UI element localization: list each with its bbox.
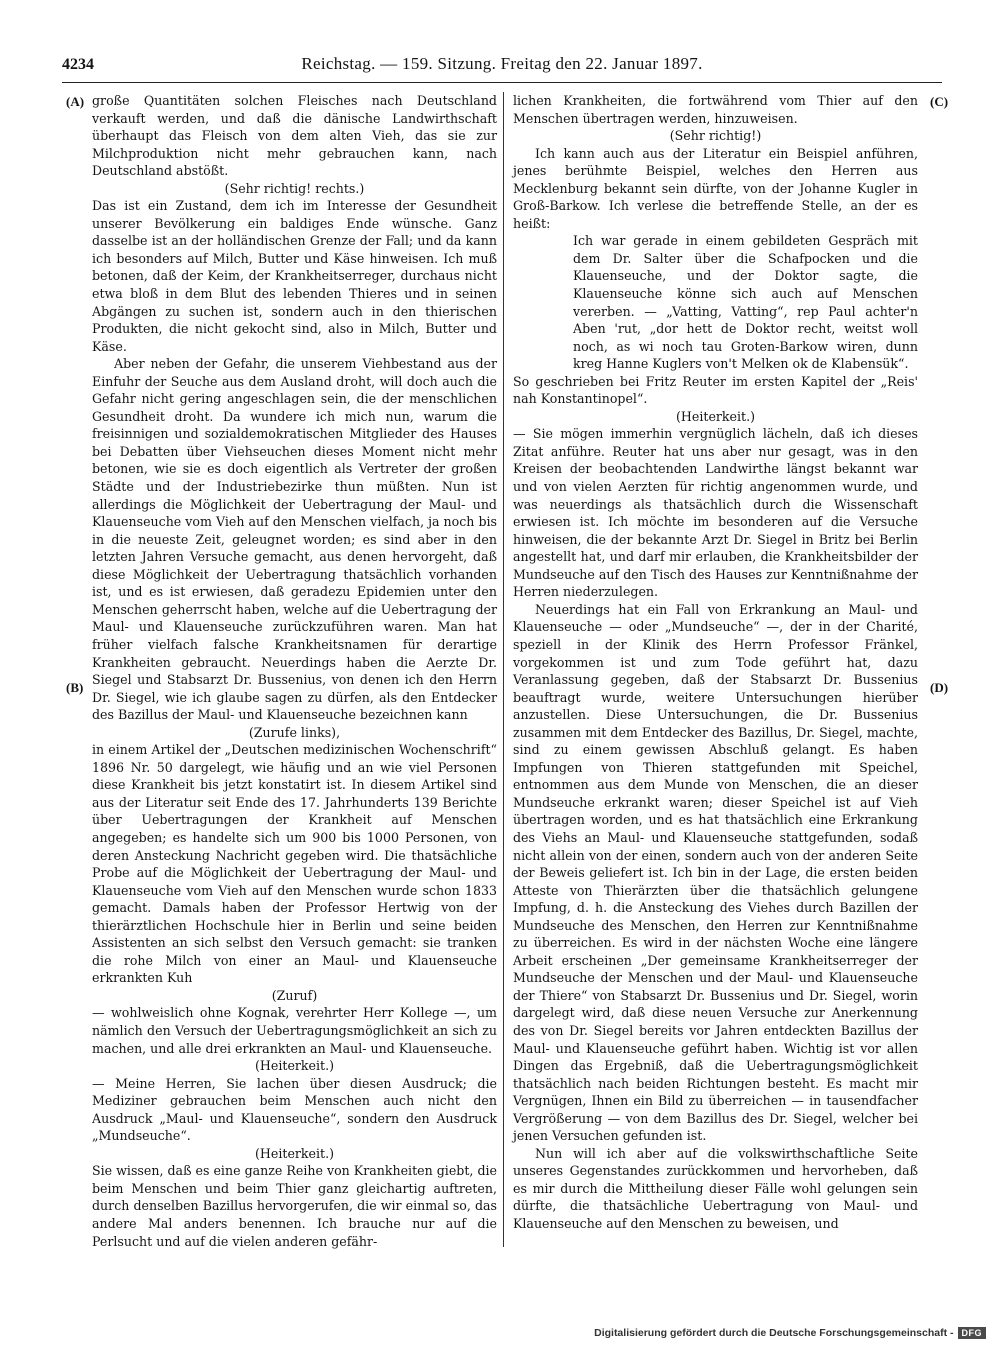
paragraph: in einem Artikel der „Deutschen medizinischen Wochenschrift“ 1896 Nr. 50 dargelegt, wie häufig und an wie viel Personen diese Krankheit bis jetzt konstatirt ist. In diesem Artikel sind aus der Literatur seit Ende des 17. Jahrhunderts 139 Berichte über Uebertragungen der Krankheit auf Menschen angegeben; es handelte sich um 900 bis 1000 Personen, von deren Ansteckung Nachricht gegeben wird. Die thatsächliche Probe auf die Möglichkeit der Uebertragung der Maul- und Klauenseuche vom Vieh auf den Menschen wurde schon 1833 gemacht. Damals haben der Professor Hertwig von der thierärztlichen Hochschule hier in Berlin und seine beiden Assistenten an sich selbst den Versuch gemacht: sie tranken die rohe Milch von einer an Maul- und Klauenseuche erkrankten Kuh [92,742,497,986]
paragraph: Sie wissen, daß es eine ganze Reihe von Krankheiten giebt, die beim Menschen und beim Thier ganz gleichartig auftreten, durch denselben Bazillus hervorgerufen, die wir einmal so, das andere Mal anders benennen. Ich brauche nur auf die Perlsucht und auf die vielen anderen gefähr- [92,1163,497,1249]
interjection: (Zuruf) [271,987,318,1003]
paragraph: Aber neben der Gefahr, die unserem Viehbestand aus der Einfuhr der Seuche aus dem Ausland droht, will doch auch die Gefahr nicht gering angeschlagen sein, die der menschlichen Gesundheit droht. Da wundere ich mich nun, warum die freisinnigen und sozialdemokratischen Mitglieder des Hauses bei Debatten über Viehseuchen dieses Moment nicht mehr betonen, wie sie es doch eigentlich als Vertreter der großen Städte und der Industriebezirke thun müßten. Nun ist allerdings die Möglichkeit der Uebertragung der Maul- und Klauenseuche vom Vieh auf den Menschen vielfach, ja noch bis in die neueste Zeit, geleugnet worden; es sind aber in den letzten Jahren Versuche gemacht, aus denen hervorgeht, daß diese Möglichkeit der Uebertragung thatsächlich vorhanden ist, und es ist erwiesen, daß geradezu Epidemien unter den Menschen geherrscht haben, welche auf die Uebertragung der Maul- und Klauenseuche zurückzuführen waren. Man hat früher vielfach falsche Krankheitsnamen für derartige Krankheiten gebraucht. Neuerdings haben die Aerzte Dr. Siegel und Stabsarzt Dr. Bussenius, von denen ich den Herrn Dr. Siegel, wie ich glaube sagen zu dürfen, als den Entdecker des Bazillus der Maul- und Klauenseuche bezeichnen kann [92,356,497,723]
credit-text: Digitalisierung gefördert durch die Deutsche Forschungsgemeinschaft - [594,1327,954,1339]
margin-mark-c: (C) [930,94,949,109]
left-column [92,92,497,1250]
paragraph: — Meine Herren, Sie lachen über diesen Ausdruck; die Mediziner gebrauchen beim Menschen auch nicht den Ausdruck „Maul- und Klauenseuche“, sondern den Ausdruck „Mundseuche“. [92,1075,497,1144]
digitization-credit [594,1327,986,1339]
margin-mark-b: (B) [66,680,84,695]
paragraph: Neuerdings hat ein Fall von Erkrankung an Maul- und Klauenseuche — oder „Mundseuche“ —, der in der Charité, speziell in der Klinik des Herrn Professor Fränkel, vorgekommen ist und zum Tode geführt hat, dazu Veranlassung gegeben, daß der Stabsarzt Dr. Bussenius beauftragt wurde, weitere Untersuchungen hierüber anzustellen. Diese Untersuchungen, die Dr. Bussenius zusammen mit dem Entdecker des Bazillus, Dr. Siegel, machte, sind zu einem gewissen Abschluß gelangt. Es haben Impfungen von Thieren stattgefunden mit Speichel, entnommen aus dem Munde von Menschen, die an dieser Mundseuche erkrankt waren; dieser Speichel ist auf Vieh übertragen worden, und es hat thatsächlich eine Erkrankung des Viehs an Maul- und Klauenseuche stattgefunden, sodaß nicht allein von der einen, sondern auch von der anderen Seite der Beweis geliefert ist. Ich bin in der Lage, die ersten beiden Atteste von Thierärzten über die thatsächlich gelungene Impfung, d. h. die Ansteckung des Viehes durch Bazillen der Mundseuche des Menschen, den Herren zur Kenntnißnahme zu überreichen. Es wird in der nächsten Woche eine längere Arbeit erscheinen „Der gemeinsame Krankheitserreger der Mundseuche der Menschen und der Maul- und Klauenseuche der Thiere“ von Stabsarzt Dr. Bussenius und Dr. Siegel, worin dargelegt wird, daß diese neuen Versuche zur Anerkennung des von Dr. Siegel bereits vor Jahren entdeckten Bazillus der Maul- und Klauenseuche geführt haben. Wichtig ist vor allen Dingen das Ergebniß, daß die Uebertragungsmöglichkeit thatsächlich nach beiden Richtungen besteht. Es macht mir Vergnügen, Ihnen ein Bild zu überreichen — in tausendfacher Vergrößerung — von dem Bazillus des Dr. Siegel, welcher bei jenen Versuchen gefunden ist. [513,601,918,1144]
running-head: Reichstag. — 159. Sitzung. Freitag den 22. Januar 1897. [301,54,703,73]
interjection: (Zurufe links), [248,724,341,740]
interjection: (Heiterkeit.) [255,1145,334,1161]
page-number: 4234 [62,56,94,73]
page-header [62,50,942,83]
column-divider [503,92,504,1247]
paragraph: große Quantitäten solchen Fleisches nach Deutschland verkauft werden, und daß die dänische Landwirthschaft überhaupt das Fleisch von dem alten Vieh, das sie zur Milchproduktion nicht mehr gebrauchen kann, nach Deutschland abstößt. [92,93,497,179]
dfg-logo: DFG [958,1327,987,1339]
paragraph: lichen Krankheiten, die fortwährend vom Thier auf den Menschen übertragen werden, hinzuweisen. [513,93,918,126]
paragraph: Das ist ein Zustand, dem ich im Interesse der Gesundheit unserer Bevölkerung ein baldiges Ende wünsche. Ganz dasselbe ist an der holländischen Grenze der Fall; und da kann ich besonders auf Milch, Butter und Käse hinweisen. Ich muß betonen, daß der Keim, der Krankheitserreger, durchaus nicht etwa bloß in dem Blut des lebenden Thieres und in seinen Abgängen zu suchen ist, sondern auch in den thierischen Produkten, die nicht gekocht sind, also in Milch, Butter und Käse. [92,198,497,354]
paragraph: Nun will ich aber auf die volkswirthschaftliche Seite unseres Gegenstandes zurückkommen und hervorheben, daß es mir durch die Mittheilung dieser Fälle wohl gelungen sein dürfte, die thatsächliche Uebertragung von Maul- und Klauenseuche auf den Menschen zu beweisen, und [513,1145,918,1231]
block-quote: Ich war gerade in einem gebildeten Gespräch mit dem Dr. Salter über die Schafpocken und die Klauenseuche, und der Doktor sagte, die Klauenseuche könne sich auch auf Menschen vererben. — „Vatting, Vatting“, rep Paul achter'n Aben 'rut, „dor hett de Doktor recht, weitst woll noch, as wi noch tau Groten-Barkow wiren, dunn kreg Hanne Kuglers von't Melken ok de Klabensük“. [573,233,918,372]
interjection: (Sehr richtig!) [669,128,762,144]
interjection: (Heiterkeit.) [255,1058,334,1074]
paragraph: — wohlweislich ohne Kognak, verehrter Herr Kollege —, um nämlich den Versuch der Uebertragungsmöglichkeit an sich zu machen, und alle drei erkrankten an Maul- und Klauenseuche. [92,1005,497,1056]
right-column [513,92,918,1233]
paragraph: So geschrieben bei Fritz Reuter im ersten Kapitel der „Reis' nah Konstantinopel“. [513,373,918,407]
paragraph: — Sie mögen immerhin vergnüglich lächeln, daß ich dieses Zitat anführe. Reuter hat uns aber nur gesagt, was in den Kreisen der beobachtenden Landwirthe längst bekannt war und von vielen Aerzten für richtig angenommen wurde, und was neuerdings als thatsächlich durch die Wissenschaft erwiesen ist. Ich möchte im besonderen auf die Versuche hinweisen, die der bekannte Arzt Dr. Siegel in Britz bei Berlin angestellt hat, und darf mir erlauben, die Krankheitsbilder der Mundseuche auf den Tisch des Hauses zur Kenntnißnahme der Herren niederzulegen. [513,426,918,600]
paragraph: Ich kann auch aus der Literatur ein Beispiel anführen, jenes berühmte Beispiel, welches den Herren aus Mecklenburg bekannt sein dürfte, von der Johanne Kugler in Groß-Barkow. Ich verlese die betreffende Stelle, an der es heißt: [513,145,918,231]
interjection: (Heiterkeit.) [676,408,755,424]
margin-mark-a: (A) [66,94,85,109]
margin-mark-d: (D) [930,680,949,695]
interjection: (Sehr richtig! rechts.) [224,180,365,196]
